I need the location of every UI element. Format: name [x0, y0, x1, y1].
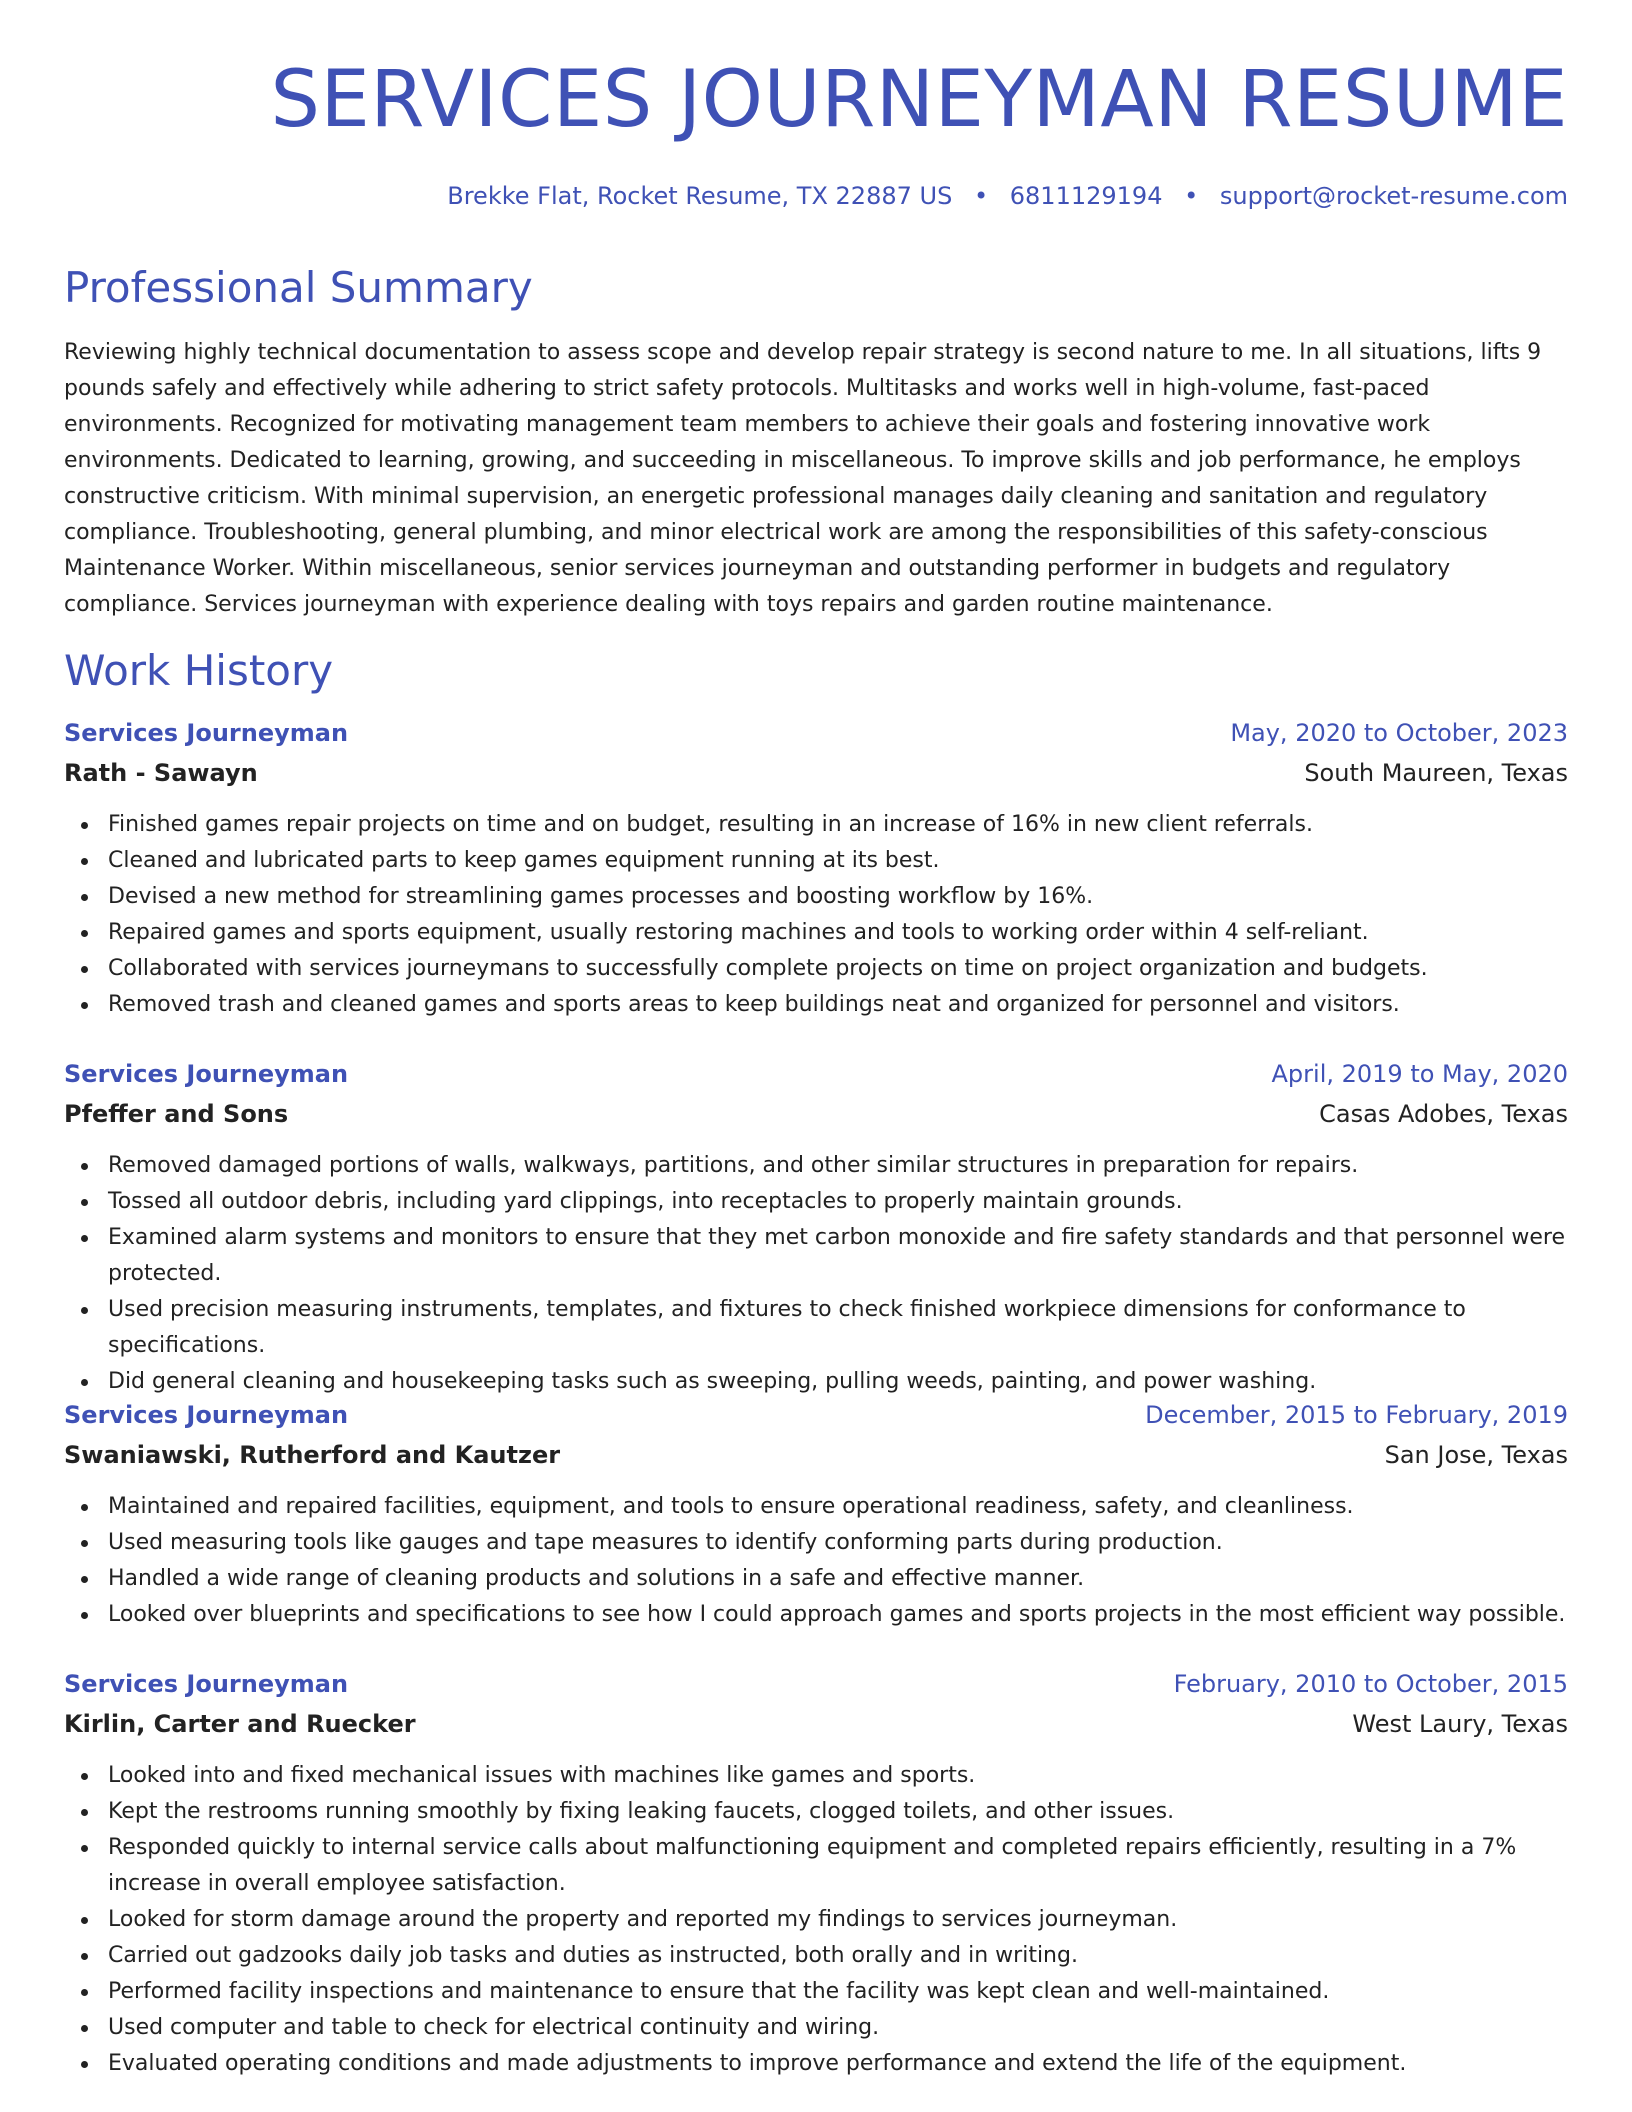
- job-bullet: [64, 1597, 1568, 1633]
- job-bullet: [64, 1758, 1568, 1794]
- job-header-row: [64, 715, 1568, 755]
- job-company-row: [64, 1706, 1568, 1746]
- bullet-dot: [81, 1953, 88, 1960]
- bullet-dot: [81, 1307, 88, 1314]
- job-company: Pfeffer and Sons: [64, 1100, 289, 1128]
- job-bullet-text: Carried out gadzooks daily job tasks and duties as instructed, both orally and in writing.: [108, 1943, 1078, 1968]
- bullet-dot: [81, 1576, 88, 1583]
- contact-address: Brekke Flat, Rocket Resume, TX 22887 US: [447, 182, 953, 210]
- job-entry: [64, 1666, 1568, 2082]
- bullet-dot: [81, 858, 88, 865]
- job-bullet: [64, 1364, 1568, 1400]
- job-title: Services Journeyman: [64, 1401, 349, 1429]
- job-bullet-text: Tossed all outdoor debris, including yard clippings, into receptacles to properly maintain grounds.: [108, 1189, 1183, 1214]
- job-location: Casas Adobes, Texas: [1319, 1100, 1568, 1128]
- job-bullet-text: Handled a wide range of cleaning products and solutions in a safe and effective manner.: [108, 1566, 1085, 1591]
- job-bullet-text: Looked over blueprints and specifications to see how I could approach games and sports projects in the most efficient way possible.: [108, 1602, 1566, 1627]
- work-history-heading: Work History: [64, 646, 334, 695]
- job-bullet-text: Maintained and repaired facilities, equipment, and tools to ensure operational readiness, safety, and cleanliness.: [108, 1494, 1354, 1519]
- bullet-dot: [81, 1612, 88, 1619]
- job-bullet: [64, 1292, 1568, 1364]
- bullet-dot: [81, 894, 88, 901]
- job-bullets: [64, 1148, 1568, 1400]
- job-bullets: [64, 1489, 1568, 1633]
- job-company: Swaniawski, Rutherford and Kautzer: [64, 1441, 561, 1469]
- job-dates: December, 2015 to February, 2019: [1145, 1401, 1568, 1429]
- job-entry: [64, 1397, 1568, 1633]
- job-bullet: [64, 807, 1568, 843]
- job-bullet-text: Kept the restrooms running smoothly by fixing leaking faucets, clogged toilets, and other issues.: [108, 1799, 1175, 1824]
- job-bullet-text: Used measuring tools like gauges and tape measures to identify conforming parts during production.: [108, 1530, 1223, 1555]
- job-company-row: [64, 755, 1568, 795]
- bullet-dot: [81, 2061, 88, 2068]
- job-bullet: [64, 1794, 1568, 1830]
- job-dates: February, 2010 to October, 2015: [1173, 1670, 1568, 1698]
- job-bullet: [64, 879, 1568, 915]
- job-location: San Jose, Texas: [1384, 1441, 1568, 1469]
- job-bullet: [64, 951, 1568, 987]
- job-location: South Maureen, Texas: [1304, 759, 1568, 787]
- job-bullet-text: Removed trash and cleaned games and sports areas to keep buildings neat and organized for personnel and visitors.: [108, 992, 1400, 1017]
- job-bullet: [64, 843, 1568, 879]
- bullet-dot: [81, 1379, 88, 1386]
- job-company: Rath - Sawayn: [64, 759, 258, 787]
- job-entry: [64, 715, 1568, 1023]
- job-bullet-text: Looked for storm damage around the property and reported my findings to services journeyman.: [108, 1907, 1178, 1932]
- bullet-dot: [81, 2025, 88, 2032]
- job-bullet: [64, 1561, 1568, 1597]
- resume-title: SERVICES JOURNEYMAN RESUME: [270, 55, 1568, 145]
- job-bullet: [64, 915, 1568, 951]
- bullet-dot: [81, 1540, 88, 1547]
- bullet-dot: [81, 1504, 88, 1511]
- summary-heading: Professional Summary: [64, 263, 533, 312]
- contact-separator: •: [1184, 182, 1199, 210]
- job-bullet-text: Evaluated operating conditions and made adjustments to improve performance and extend the life of the equipment.: [108, 2051, 1407, 2076]
- job-bullet-text: Looked into and fixed mechanical issues with machines like games and sports.: [108, 1763, 976, 1788]
- job-bullet: [64, 1525, 1568, 1561]
- job-title: Services Journeyman: [64, 1060, 349, 1088]
- job-bullet-text: Devised a new method for streamlining games processes and boosting workflow by 16%.: [108, 884, 1094, 909]
- job-bullet: [64, 2046, 1568, 2082]
- contact-phone: 6811129194: [1009, 182, 1163, 210]
- bullet-dot: [81, 1845, 88, 1852]
- job-bullets: [64, 807, 1568, 1023]
- job-bullet: [64, 1184, 1568, 1220]
- bullet-dot: [81, 1235, 88, 1242]
- job-dates: April, 2019 to May, 2020: [1271, 1060, 1568, 1088]
- job-bullet: [64, 987, 1568, 1023]
- job-location: West Laury, Texas: [1352, 1710, 1568, 1738]
- job-bullet-text: Repaired games and sports equipment, usually restoring machines and tools to working order within 4 self-reliant.: [108, 920, 1369, 945]
- job-bullet: [64, 2010, 1568, 2046]
- job-header-row: [64, 1056, 1568, 1096]
- job-company: Kirlin, Carter and Ruecker: [64, 1710, 416, 1738]
- bullet-dot: [81, 1199, 88, 1206]
- bullet-dot: [81, 1989, 88, 1996]
- job-entry: [64, 1056, 1568, 1400]
- bullet-dot: [81, 1773, 88, 1780]
- job-bullet-text: Collaborated with services journeymans to successfully complete projects on time on project organization and budgets.: [108, 956, 1428, 981]
- job-bullet-text: Did general cleaning and housekeeping tasks such as sweeping, pulling weeds, painting, and power washing.: [108, 1369, 1317, 1394]
- job-bullet-text: Performed facility inspections and maintenance to ensure that the facility was kept clean and well-maintained.: [108, 1979, 1330, 2004]
- job-bullet: [64, 1974, 1568, 2010]
- job-title: Services Journeyman: [64, 719, 349, 747]
- job-company-row: [64, 1437, 1568, 1477]
- job-bullet: [64, 1938, 1568, 1974]
- bullet-dot: [81, 1002, 88, 1009]
- job-bullet-text: Finished games repair projects on time and on budget, resulting in an increase of 16% in new client referrals.: [108, 812, 1313, 837]
- job-bullets: [64, 1758, 1568, 2082]
- job-bullet: [64, 1830, 1568, 1902]
- job-company-row: [64, 1096, 1568, 1136]
- job-bullet-text: Cleaned and lubricated parts to keep games equipment running at its best.: [108, 848, 940, 873]
- bullet-dot: [81, 930, 88, 937]
- job-bullet: [64, 1489, 1568, 1525]
- job-header-row: [64, 1666, 1568, 1706]
- job-bullet: [64, 1902, 1568, 1938]
- job-bullet-text: Used computer and table to check for electrical continuity and wiring.: [108, 2015, 880, 2040]
- bullet-dot: [81, 1163, 88, 1170]
- bullet-dot: [81, 822, 88, 829]
- job-bullet: [64, 1220, 1568, 1292]
- contact-separator: •: [973, 182, 989, 210]
- summary-text: Reviewing highly technical documentation to assess scope and develop repair strategy is second nature to me. In all situations, lifts 9 pounds safely and effectively while adhering to strict safety protocols. Multitasks and works well in high-volume, fast-paced environments. Recognized for motivating management team members to achieve their goals and fostering innovative work environments. Dedicated to learning, growing, and succeeding in miscellaneous. To improve skills and job performance, he employs constructive criticism. With minimal supervision, an energetic professional manages daily cleaning and sanitation and regulatory compliance. Troubleshooting, general plumbing, and minor electrical work are among the responsibilities of this safety-conscious Maintenance Worker. Within miscellaneous, senior services journeyman and outstanding performer in budgets and regulatory compliance. Services journeyman with experience dealing with toys repairs and garden routine maintenance.: [64, 340, 1542, 617]
- job-bullet-text: Removed damaged portions of walls, walkways, partitions, and other similar structures in preparation for repairs.: [108, 1153, 1359, 1178]
- job-bullet-text: Used precision measuring instruments, templates, and fixtures to check finished workpiece dimensions for conformance to specifications.: [108, 1297, 1466, 1358]
- job-bullet-text: Examined alarm systems and monitors to ensure that they met carbon monoxide and fire safety standards and that personnel were protected.: [108, 1225, 1565, 1286]
- contact-email: support@rocket-resume.com: [1219, 182, 1568, 210]
- job-bullet: [64, 1148, 1568, 1184]
- bullet-dot: [81, 966, 88, 973]
- bullet-dot: [81, 1809, 88, 1816]
- contact-line: [447, 181, 1568, 211]
- bullet-dot: [81, 1917, 88, 1924]
- job-dates: May, 2020 to October, 2023: [1230, 719, 1568, 747]
- job-bullet-text: Responded quickly to internal service calls about malfunctioning equipment and completed repairs efficiently, resulting in a 7% increase in overall employee satisfaction.: [108, 1835, 1517, 1896]
- job-header-row: [64, 1397, 1568, 1437]
- job-title: Services Journeyman: [64, 1670, 349, 1698]
